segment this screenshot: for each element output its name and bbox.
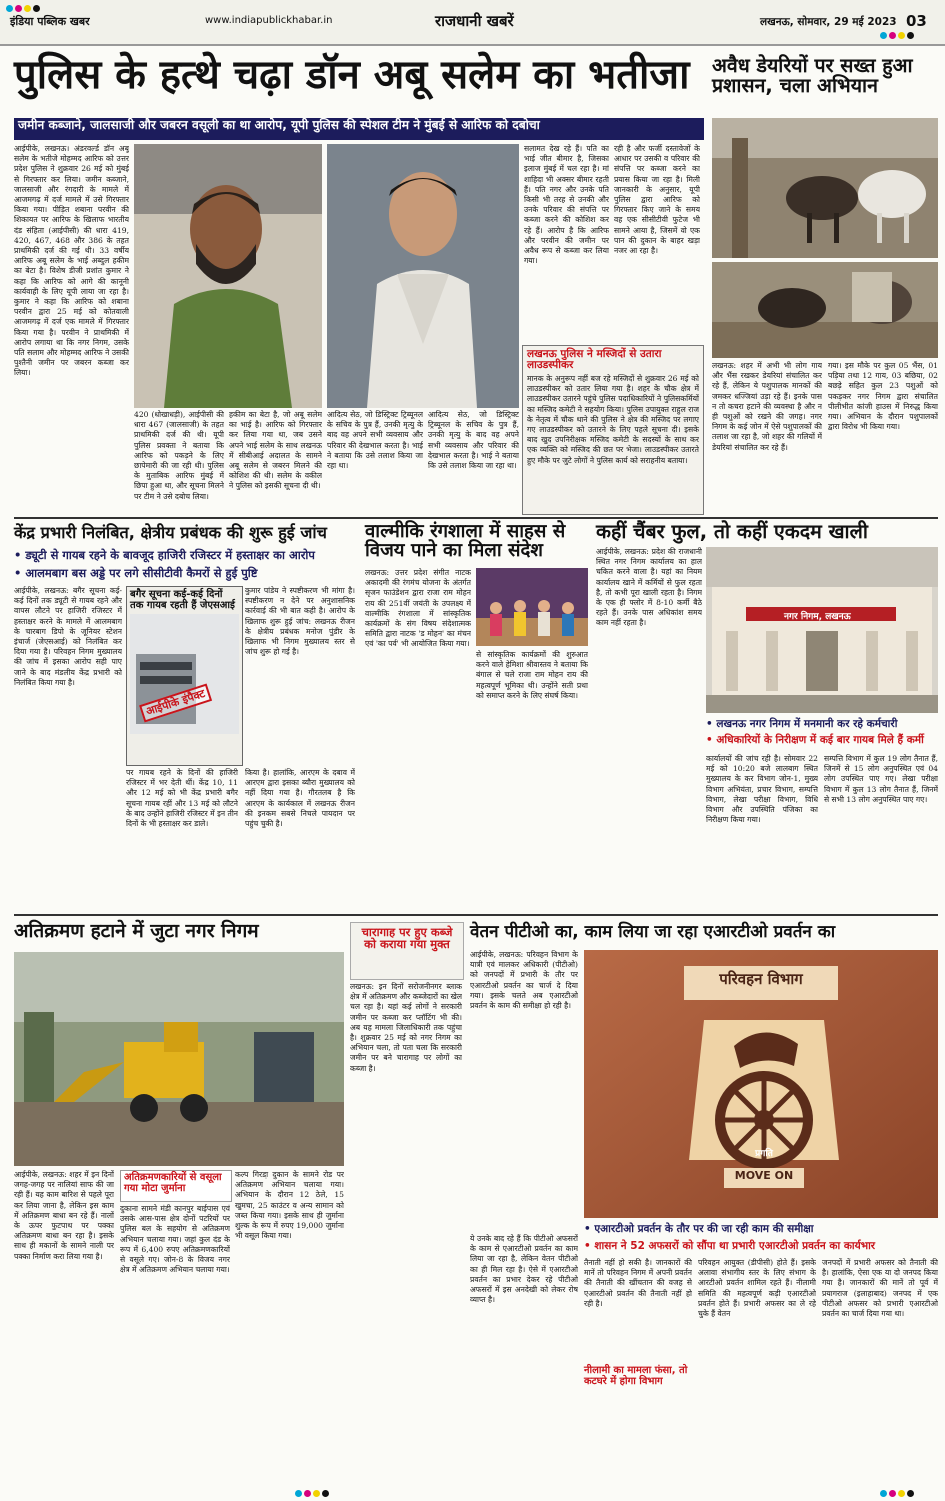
dairy-column-2: गया। इस मौके पर कुल 05 भैंस, 01 पड़िया तथा 12 गाय, 03 बछिया, 02 बछड़े सहित कुल 23 पशुओं को पकड़कर नगर निगम द्वारा संचालित पीलीभीत कांजी हाउस में निरुद्ध किया गया। अभियान के दौरान पशुपालकों द्वारा विरोध भी किया गया। [828, 361, 938, 432]
encroach-column-3: कल्प गिरडा़ दुकान के सामने रोड पर अतिक्रमण अभियान चलाया गया। अभियान के दौरान 12 ठेले, 15 खुमचा, 25 काउंटर व अन्य सामान को जब्त किया गया। इसके साथ ही जुर्माना शुल्क के रूप में रुपए 19,000 जुर्माना भी वसूल किया गया। [235, 1170, 344, 1241]
lead-column-4: आदित्य सेठ, जो डिस्ट्रिक्ट ट्रिब्यूनल के सचिव के पुत्र हैं, उनकी मृत्यु के बाद वह अपने सभी व्यवसाय और परिवार की देखभाल करता है। भाई ने बताया कि उसे तलाश किया जा रहा था। [327, 410, 423, 471]
encroach-body: आईपीके, लखनऊ: शहर में इन दिनों जगह-जगह पर नालियां साफ की जा रही हैं। यह काम बारिश से पहले पूरा कर लिया जाना है, लेकिन इस काम में अतिक्रमण बाधा बन रहे हैं। नालों के ऊपर फुटपाथ पर पक्का अतिक्रमण बाधा बन रहा है। इसके साथ ही मकानों के सामने नाली पर पक्का निर्माण करा लिया गया है। [14, 1170, 114, 1261]
valmiki-column-1: लखनऊ: उत्तर प्रदेश संगीत नाटक अकादमी की रंगमंच योजना के अंतर्गत सृजन फाउंडेशन द्वारा राजा राम मोहन राय की 251वीं जयंती के उपलक्ष्य में वाल्मीकि रंगशाला में सांस्कृतिक कार्यक्रमों के संग विषय संदेशात्मक समिति द्वारा नाटक 'ड मोहन' का मंचन एवं 'का पर्व' भी आयोजित किया गया। [365, 568, 471, 649]
fine-headline: अतिक्रमणकारियों से वसूला गया मोटा जुर्माना [124, 1172, 222, 1194]
arto-column-3b [584, 1392, 692, 1490]
photo-bus-depot [130, 614, 239, 734]
mosque-body: मानक के अनुरूप नहीं बज रहे मस्जिदों से शुक्रवार 26 मई को लाउडस्पीकर को उतार लिया गया है। शहर के चौक क्षेत्र में लाउडस्पीकर उतारने पहुंचे पुलिस पदाधिकारियों ने पुलिसकर्मियों का मस्जिद कमेटी ने सहयोग किया। पुलिस उपायुक्त राहुल राज के नेतृत्व में चौक थाने की पुलिस ने क्षेत्र की मस्जिद पर लगाए गए लाउडस्पीकर को उतारने के लिए पहले सूचना दी। इसके बाद खुद उपनिरीक्षक मस्जिद कमेटी के सदस्यों के साथ कर एक व्यक्ति को मस्जिद की छत पर भेजा। लाउडस्पीकर उतारते हुए मौके पर जुटे लोगों ने पुलिस कार्य को सराहनीय बताया। [527, 374, 699, 465]
lead-column-4b: आदित्य सेठ, जो डिस्ट्रिक्ट ट्रिब्यूनल के सचिव के पुत्र हैं, उनकी मृत्यु के बाद वह अपने सभी व्यवसाय और परिवार की देखभाल करता है। भाई ने बताया कि उसे तलाश किया जा रहा था। [428, 410, 519, 471]
chamber-bullet-2: • अधिकारियों के निरीक्षण में कई बार गायब मिले हैं कर्मी [706, 734, 924, 746]
photo-nagar-nigam [706, 547, 938, 713]
pasture-body: लखनऊ: इन दिनों सरोजनीनगर ब्लाक क्षेत्र में अतिक्रमण और कब्जेदारों का खेल चल रहा है। यहां कई लोगों ने सरकारी जमीन पर कब्जा कर प्लॉटिंग भी की। अब यह मामला जिलाधिकारी तक पहुंचा है। शुक्रवार 25 मई को नगर निगम का अभियान चला, तो पता चला कि सरकारी जमीन पर बने चारागाह पर लोगों का कब्जा है। [350, 982, 462, 1073]
lead-column-6: रही है और फर्जी दस्तावेजों के आधार पर उसकी व परिवार की संपत्ति पर कब्जा करने का प्रयास किया जा रहा है। मिली जानकारी के अनुसार, यूपी पुलिस द्वारा आरिफ को गिरफ्तार किए जाने के समय वह एक सीसीटीवी फुटेज भी सामने आया है, जिसमें वो एक पान की दुकान के बाहर खड़ा नजर आ रहा है। [614, 144, 700, 256]
suspend-box [126, 586, 243, 766]
suspend-bottom-2: किया है। हालांकि, आरएम के दबाव में आरएम द्वारा इसका ब्यौरा मुख्यालय को नहीं दिया गया है। गौरतलब है कि आरएम के कार्यकाल में लखनऊ रीजन की इनकम सबसे निचले पायदान पर पहुंच चुकी है। [245, 768, 355, 829]
chamber-column-2: सम्पत्ति विभाग में कुल 19 लोग तैनात हैं, जिनमें से 15 लोग अनुपस्थित एवं 04 लोग उपस्थित पाए गए। लेखा परीक्षा विभाग में कुल 13 लोग तैनात हैं, जिनमें से सभी 13 लोग अनुपस्थित पाए गए। [824, 754, 938, 804]
encroach-headline: अतिक्रमण हटाने में जुटा नगर निगम [14, 920, 259, 942]
arto-bullet-2: • शासन ने 52 अफसरों को सौंपा था प्रभारी एआरटीओ प्रवर्तन का कार्यभार [584, 1240, 876, 1252]
suspend-bullet-1: • ड्यूटी से गायब रहने के बावजूद हाजिरी रजिस्टर में हस्ताक्षर का आरोप [14, 548, 315, 562]
lead-column-2: 420 (धोखाधड़ी), आईपीसी की धारा 467 (जालसाजी) के तहत प्राथमिकी दर्ज की थी। यूपी पुलिस प्रवक्ता ने बताया कि आरिफ को पकड़ने के लिए छापेमारी की जा रही थी। पुलिस के मुताबिक आरिफ मुंबई में छिपा हुआ था, और सूचना मिलने पर टीम ने उसे दबोच लिया। [134, 410, 224, 501]
emblem-ring-text: प्रगति [755, 1149, 773, 1159]
arto-column-1: आईपीके, लखनऊ: परिवहन विभाग के यात्री एवं मालकर अधिकारी (पीटीओ) को जनपदों में प्रभारी के तौर पर एआरटीओ प्रवर्तन का चार्ज दे दिया गया। इसके चलते अब एआरटीओ प्रवर्तन के काम की समीक्षा हो रही है। [470, 950, 578, 1011]
impact-stamp: आईपीके इंपैक्ट [139, 683, 212, 722]
valmiki-headline: वाल्मीकि रंगशाला में साहस से विजय पाने का मिला संदेश [365, 521, 566, 562]
mosque-box [522, 345, 704, 515]
emblem-top-text: परिवहन विभाग [719, 970, 803, 988]
photo-abu-salem [327, 144, 519, 408]
pasture-box [350, 922, 464, 980]
section-rule-1 [14, 517, 938, 519]
lead-column-1: आईपीके, लखनऊ। अंडरवर्ल्ड डॉन अबू सलेम के भतीजे मोहम्मद आरिफ को उत्तर प्रदेश पुलिस ने शुक्रवार 26 मई को मुंबई से गिरफ्तार कर लिया। जमीन कब्जाने, जालसाजी और रंगदारी के मामले में आजमगढ़ में दर्ज मामले में उसे गिरफ्तार किया गया। पीड़ित शबाना परवीन की शिकायत पर आरिफ के खिलाफ भारतीय दंड संहिता (आईपीसी) की धारा 419, 420, 467, 468 और 386 के तहत प्राथमिकी दर्ज की गई थी। 33 वर्षीय आरिफ अबू सलेम के भाई अब्दुल हकीम का बेटा है। विशेष डीजी प्रशांत कुमार ने कहा कि आरिफ को आगे की कानूनी कार्यवाही के लिए यूपी लाया जा रहा है। कुमार ने कहा कि आरिफ को शबाना परवीन द्वारा 25 मई को कोतवाली आजमगढ़ में दर्ज एक मामले में गिरफ्तार किया गया है। परवीन ने प्राथमिकी में आरोप लगाया था कि नगर निगम, उसके पति सलाम और मोहम्मद आरिफ ने उसकी पुश्तैनी जमीन पर जबरन कब्जा कर लिया। [14, 144, 129, 378]
masthead-bar [0, 0, 945, 46]
lead-column-3: हकीम का बेटा है, जो अबू सलेम का भाई है। आरिफ को गिरफ्तार कर लिया गया था, जब उसने अपने भाई सलेम के साथ लखनऊ में सीबीआई अदालत के सामने अबू सलेम से जबरन मिलने की कोशिश की थी। सलेम के वकील ने पुलिस को इसकी सूचना दी थी। [229, 410, 322, 491]
suspend-column-1: आईपीके, लखनऊ: बगैर सूचना कई-कई दिनों तक ड्यूटी से गायब रहने और वापस लौटने पर हाजिरी रजिस्टर में हस्ताक्षर करने के मामले में आलमबाग के चारबाग डिपो के जूनियर स्टेशन इंचार्ज (जेएसआई) को निलंबित कर दिया गया है। परिवहन निगम मुख्यालय की जांच में इसका आरोप सही पाए जाने के बाद मंडलीय केंद्र प्रभारी को निलंबित किया गया है। [14, 586, 122, 687]
chamber-headline: कहीं चैंबर फुल, तो कहीं एकदम खाली [596, 520, 868, 543]
photo-valmiki-stage [476, 568, 588, 646]
photo-dairy-2 [712, 262, 938, 358]
photo-arif [134, 144, 322, 408]
arto-column-5: जनपदों में प्रभारी अफसर को तैनाती की है। हालांकि, ऐसा एक या दो जनपद किया गया है। जानकारों की मानें तो पूर्व में प्रयागराज (इलाहाबाद) जनपद में एक पीटीओ अफसर को प्रभारी एआरटीओ प्रवर्तन का चार्ज दिया गया था। [822, 1258, 938, 1319]
registration-marks-right [880, 32, 914, 39]
arto-column-2: ये उनके बाद रहे हैं कि पीटीओ अफसरों के काम से एआरटीओ प्रवर्तन का काम लिया जा रहा है, लेकिन वेतन पीटीओ का ही मिल रहा है। ऐसे में एआरटीओ प्रवर्तन का प्रभार देकर रहे पीटीओ अफसरों में इस अनदेखी को लेकर रोष व्याप्त है। [470, 1234, 578, 1305]
fine-box [120, 1170, 232, 1202]
chamber-body: आईपीके, लखनऊ: प्रदेश की राजधानी स्थित नगर निगम कार्यालय का हाल चकित करने वाला है। यहां का नियम कार्यालय खाने में कर्मियों से फुल रहता है, तो कभी पूरा खाली रहता है। निगम के एक ही फ्लोर में 8-10 कर्मी बैठे रहते हैं। उनके पास अधिकांश समय काम नहीं रहता है। [596, 547, 702, 628]
pasture-headline: चारागाह पर हुए कब्जे को कराया गया मुक्त [361, 925, 453, 952]
dateline: लखनऊ, सोमवार, 29 मई 2023 [760, 16, 897, 28]
lead-deck: जमीन कब्जाने, जालसाजी और जबरन वसूली का था आरोप, यूपी पुलिस की स्पेशल टीम ने मुंबई से आरिफ को दबोचा [14, 118, 704, 140]
photo-jcb [14, 952, 344, 1166]
dairy-column-1: लखनऊ: शहर में अभी भी लोग गाय और भैंस रखकर डेयरियां संचालित कर रहे हैं, लेकिन ये पशुपालक मानकों की जमकर धज्जियां उड़ा रहे हैं। इनके पास न तो कचरा हटाने की व्यवस्था है और न ही पशुओं को रखने की जगह। नगर निगम के कई जोन में ऐसे पशुपालकों की तलाश जा रहा है, जो शहर की गलियों में डेयरियां संचालित कर रहे हैं। [712, 361, 822, 452]
section-rule-2 [14, 914, 938, 916]
lead-column-5: सलामत देख रहे हैं। पति का भाई जीत बीमार है, जिसका इलाज मुंबई में चल रहा है। मां शाहिदा भी अक्सर बीमार रहती हैं। पति नगर और उनके पति किसी भी तरह से उनकी और उनके परिवार की संपत्ति पर कब्जा करने की कोशिश कर रहे हैं। आरोप है कि आरिफ और परवीन की जमीन पर अवैध रूप से कब्जा कर लिया गया। [524, 144, 609, 266]
arto-column-4: परिवहन आयुक्त (डीपीसी) होते हैं। इसके अलावा संभागीय स्तर के लिए संभाग के आरटीओ प्रवर्तन शामिल रहते हैं। नीलामी समिति की महत्वपूर्ण कड़ी एआरटीओ प्रवर्तन होते हैं। प्रभारी अफसर का ले रहे चुके हैं वेतन [698, 1258, 816, 1319]
section-title: राजधानी खबरें [435, 12, 514, 30]
registration-marks-bottom-left [295, 1490, 329, 1497]
page-number: 03 [906, 12, 927, 30]
emblem-bottom-text: MOVE ON [734, 1169, 794, 1182]
paper-name: इंडिया पब्लिक खबर [10, 15, 90, 28]
suspend-bullet-2: • आलमबाग बस अड्डे पर लगे सीसीटीवी कैमरों से हुई पुष्टि [14, 566, 258, 580]
chamber-bullet-1: • लखनऊ नगर निगम में मनमानी कर रहे कर्मचारी [706, 718, 898, 730]
registration-marks-bottom-right [880, 1490, 914, 1497]
nagar-nigam-sign: नगर निगम, लखनऊ [784, 612, 851, 622]
suspend-box-headline: बगैर सूचना कई-कई दिनों तक गायब रहती हैं जेएसआई [130, 589, 235, 611]
chamber-column-1: कार्यालयों की जांच रही है। सोमवार 22 मई को 10:20 बजे लालबाग स्थित मुख्यालय के कर विभाग जोन-1, मुख्य विभाग अभियंता, प्रचार विभाग, सम्पत्ति विभाग, लेखा परीक्षा विभाग, विधि विभाग और उपस्थिति पंजिका का निरीक्षण किया गया। [706, 754, 818, 825]
chamber-body-cont [596, 683, 702, 713]
suspend-bottom-1: पर गायब रहने के दिनों की हाजिरी रजिस्टर में भर देती थीं। केंद्र 10, 11 और 12 मई को भी केंद्र प्रभारी बगैर सूचना गायब रहीं और 13 मई को लौटने के बाद उन्होंने हाजिरी रजिस्टर में इन तीन दिनों के भी हस्ताक्षर कर डाले। [126, 768, 238, 829]
photo-dairy [712, 118, 938, 258]
suspend-column-3: कुमार पांडेय ने स्पष्टीकरण भी मांगा है। स्पष्टीकरण न देने पर अनुशासनिक कार्रवाई की भी बात कही है। आरोप के खिलाफ शुरू हुई जांच: लखनऊ रीजन के क्षेत्रीय प्रबंधक मनोज पुंडीर के खिलाफ भी निगम मुख्यालय स्तर से जांच शुरू हो गई है। [245, 586, 355, 657]
suspend-headline: केंद्र प्रभारी निलंबित, क्षेत्रीय प्रबंधक की शुरू हुई जांच [14, 523, 327, 542]
lead-headline: पुलिस के हत्थे चढ़ा डॉन अबू सलेम का भतीजा [14, 52, 690, 98]
arto-bullet-1: • एआरटीओ प्रवर्तन के तौर पर की जा रही काम की समीक्षा [584, 1223, 814, 1235]
valmiki-column-2: से सांस्कृतिक कार्यक्रमों की शुरुआत करने वाले हेमिशा श्रीवास्तव ने बताया कि बंगाल से चले राजा राम मोहन राय की महत्वपूर्ण भूमिका थी। उन्होंने सती प्रथा को समाप्त करने के लिए संघर्ष किया। [476, 650, 588, 700]
dairy-headline: अवैध डेयरियों पर सख्त हुआ प्रशासन, चला अभियान [712, 54, 913, 98]
site-url[interactable]: www.indiapublickhabar.in [205, 15, 333, 26]
arto-headline: वेतन पीटीओ का, काम लिया जा रहा एआरटीओ प्रवर्तन का [470, 922, 836, 942]
arto-subheadline: नीलामी का मामला फंसा, तो कटघरे में होगा विभाग [584, 1365, 688, 1387]
mosque-headline: लखनऊ पुलिस ने मस्जिदों से उतारा लाउडस्पीकर [527, 348, 662, 372]
arto-column-3: तैनाती नहीं हो सकी है। जानकारों की मानें तो परिवहन निगम में अपनी प्रवर्तन की तैनाती की खींचतान की वजह से एआरटीओ प्रवर्तन की तैनाती नहीं हो रही है। [584, 1258, 692, 1308]
transport-emblem [584, 950, 938, 1218]
registration-marks [6, 5, 40, 12]
encroach-column-2: दुकाना सामने मंडी कानपुर बाईपास एवं उसके आस-पास क्षेत्र दोनों पटरियों पर पुलिस बल के सहयोग से अतिक्रमण अभियान चलाया गया। जहां कुल दंड के रूप में 6,400 रुपए अतिक्रमणकारियों से वसूले गए। जोन-8 के विजय नगर क्षेत्र में अतिक्रमण अभियान चलाया गया। [120, 1204, 230, 1275]
